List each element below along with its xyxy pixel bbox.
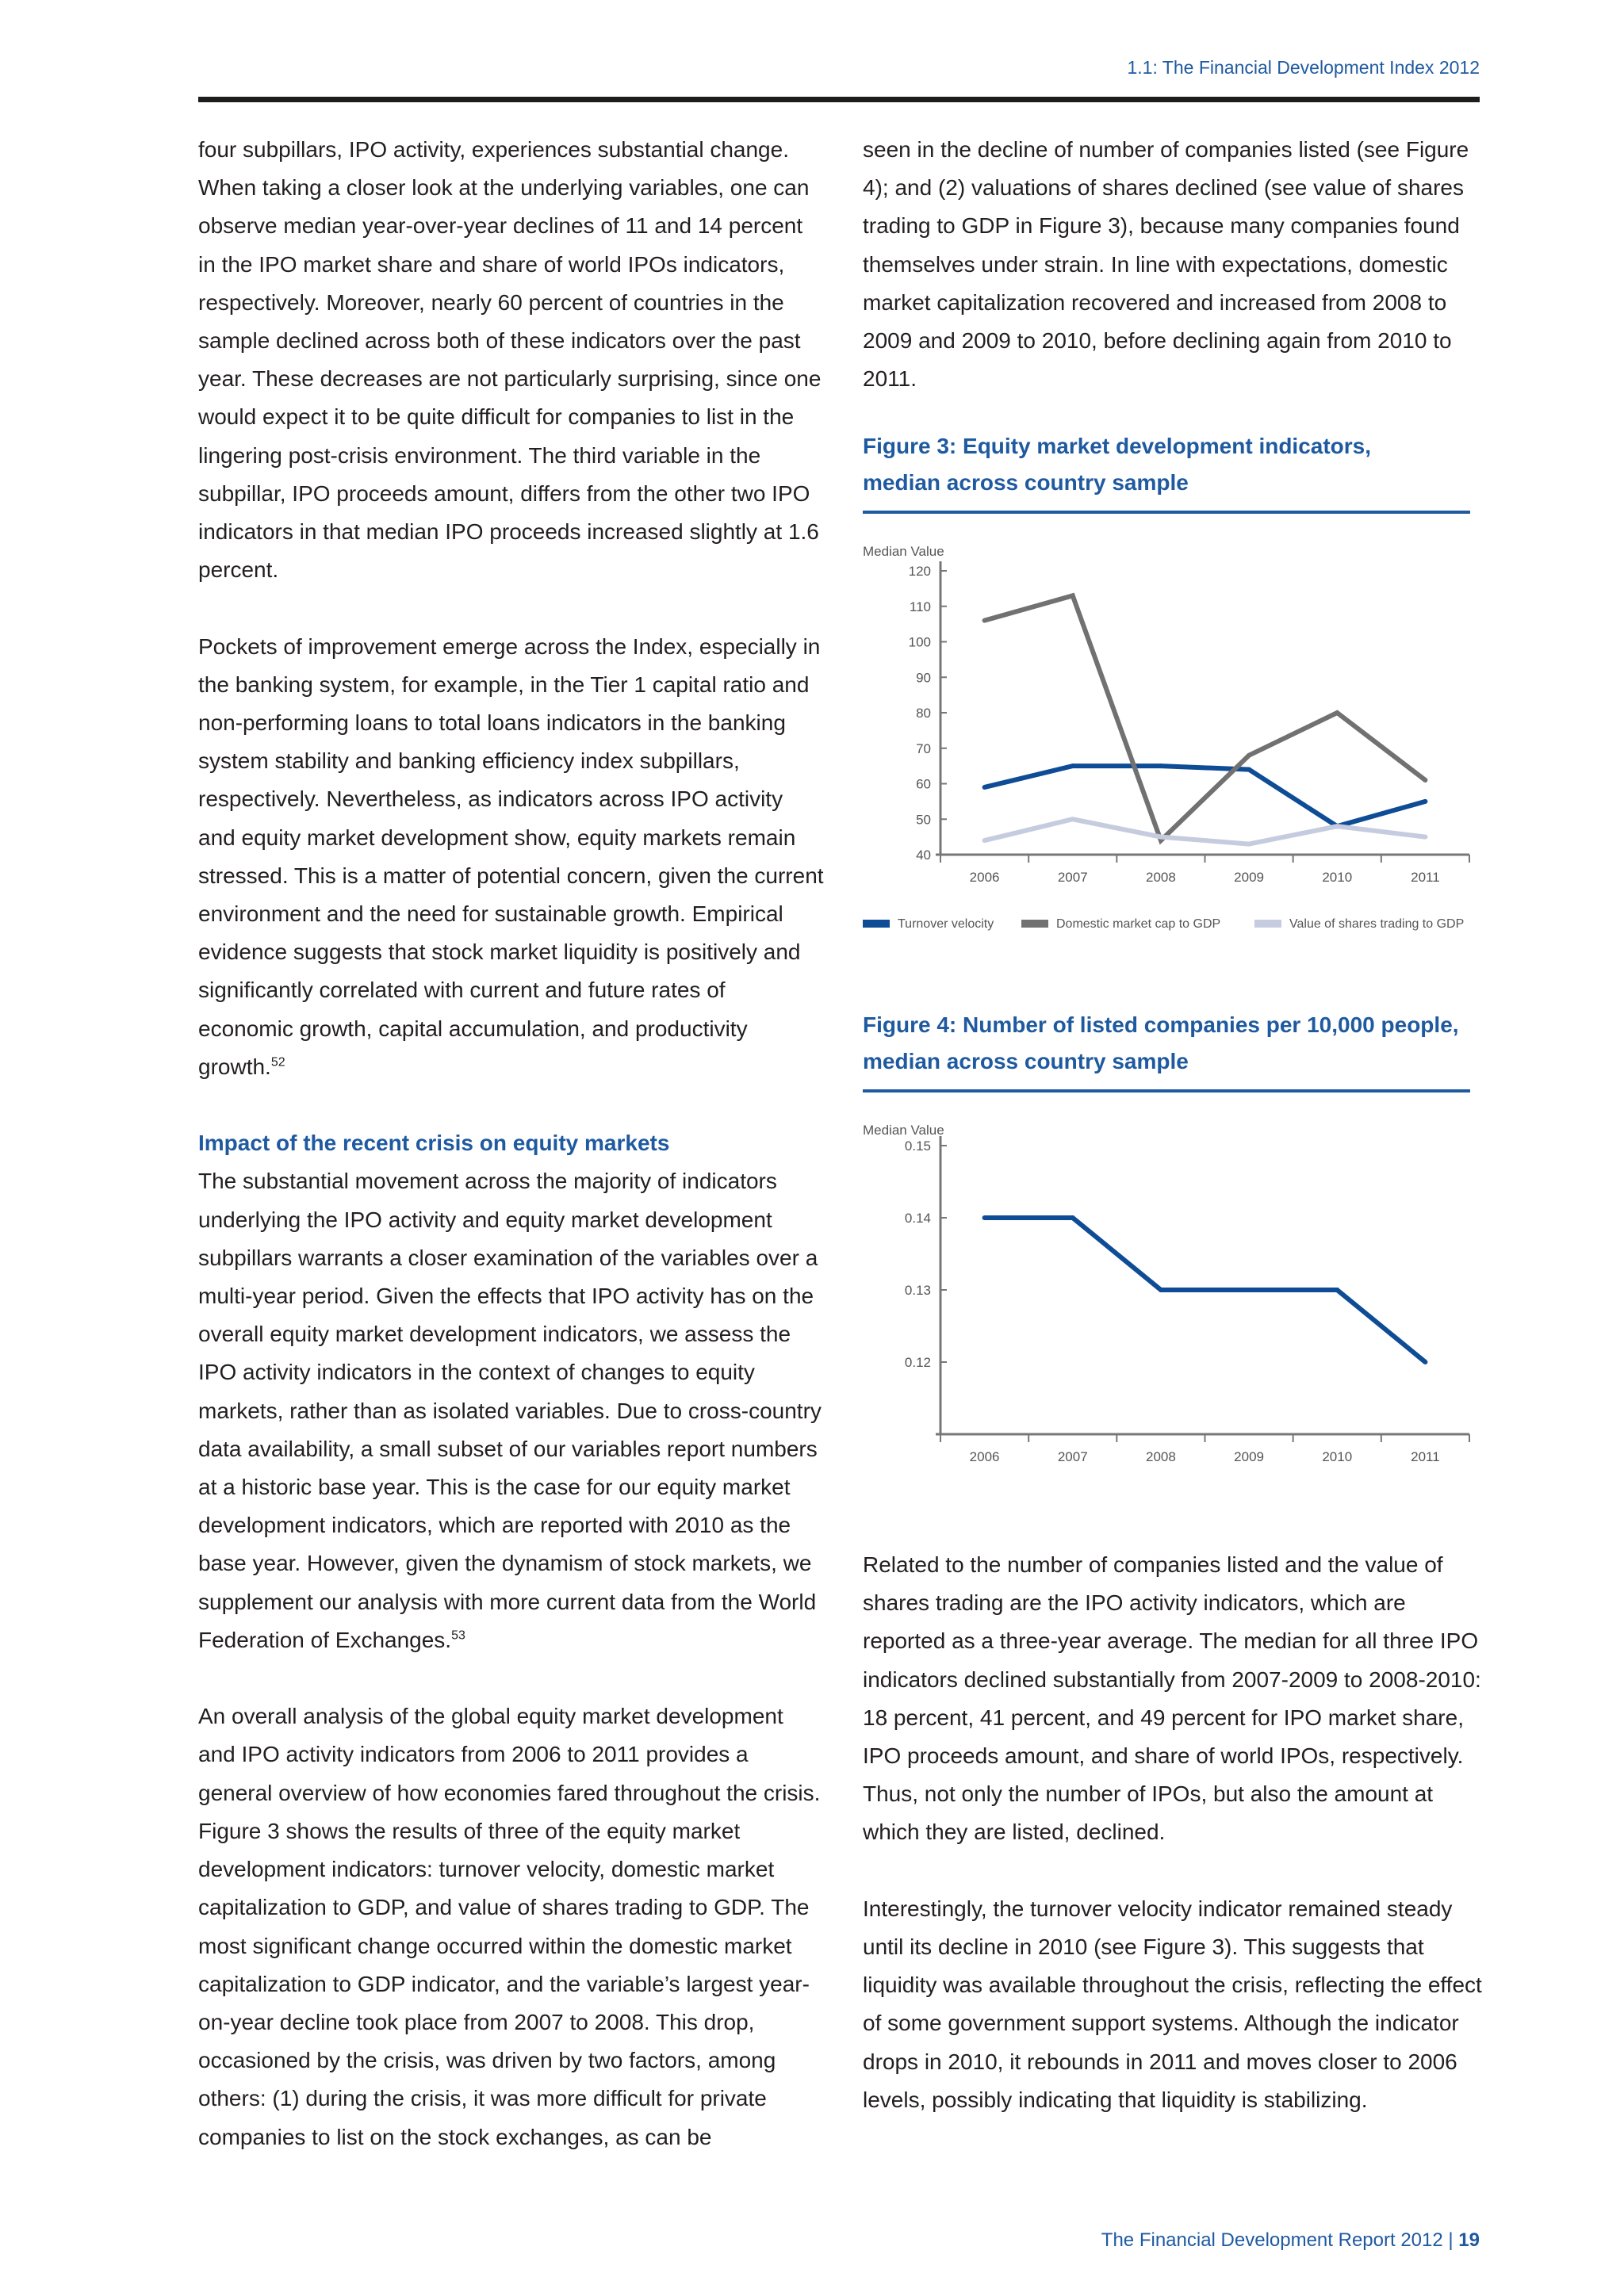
- data-point-value-of-shares-trading-to-gdp: [1159, 835, 1163, 840]
- legend-swatch-domestic-market-cap-to-gdp: [1021, 920, 1048, 928]
- legend-label-domestic-market-cap-to-gdp: Domestic market cap to GDP: [1056, 917, 1221, 931]
- figure4-title: [863, 1007, 1481, 1080]
- x-tick-label: 2009: [1234, 870, 1264, 885]
- y-tick-label: 80: [916, 706, 931, 721]
- series-line-value-of-shares-trading-to-gdp: [985, 819, 1426, 844]
- figure3-title-line1: Figure 3: Equity market development indicators,: [863, 434, 1372, 458]
- figure4-title-line2: median across country sample: [863, 1049, 1189, 1073]
- x-tick-label: 2010: [1322, 1449, 1353, 1464]
- data-point-domestic-market-cap-to-gdp: [1423, 778, 1427, 783]
- footnote-ref-52: 52: [270, 1055, 285, 1070]
- x-tick-label: 2007: [1057, 870, 1088, 885]
- data-point-number-of-listed-companies-per-10-000-people: [1335, 1288, 1339, 1292]
- data-point-number-of-listed-companies-per-10-000-people: [1423, 1360, 1427, 1364]
- x-tick-label: 2011: [1411, 1449, 1440, 1464]
- footnote-ref-53: 53: [451, 1628, 465, 1643]
- data-point-turnover-velocity: [1423, 799, 1427, 804]
- legend-label-value-of-shares-trading-to-gdp: Value of shares trading to GDP: [1289, 917, 1465, 931]
- y-tick-label: 60: [916, 776, 931, 792]
- footer-separator: |: [1448, 2229, 1454, 2251]
- data-point-turnover-velocity: [1159, 763, 1163, 768]
- data-point-turnover-velocity: [1071, 763, 1075, 768]
- data-point-domestic-market-cap-to-gdp: [982, 618, 987, 623]
- right-column-top: [863, 131, 1489, 437]
- left-paragraph-3: [198, 1162, 825, 1659]
- data-point-value-of-shares-trading-to-gdp: [982, 838, 987, 843]
- y-tick-label: 0.14: [904, 1211, 931, 1226]
- data-point-value-of-shares-trading-to-gdp: [1423, 835, 1427, 840]
- x-tick-label: 2011: [1411, 870, 1440, 885]
- data-point-number-of-listed-companies-per-10-000-people: [1159, 1288, 1163, 1292]
- right-paragraph-2: Related to the number of companies listed and the value of shares trading are the IPO activity indicators, which are reported as a three-year average. The median for all three IPO indicators declined substantially from 2007-2009 to 2008-2010: 18 percent, 41 percent, and 49 percent for IPO market share, IPO proceeds amount, and share of world IPOs, respectively. Thus, not only the number of IPOs, but also the amount at which they are listed, declined.: [863, 1552, 1481, 1845]
- page-number: 19: [1458, 2229, 1480, 2251]
- right-column-bottom: [863, 1546, 1489, 2157]
- legend-swatch-turnover-velocity: [863, 920, 890, 928]
- left-paragraph-4: An overall analysis of the global equity market development and IPO activity indicators from 2006 to 2011 provides a general overview of how economies fared throughout the crisis. Figure 3 shows the results of three of the equity market development indicators: turnover velocity, domestic market capitalization to GDP, and value of shares trading to GDP. The most significant change occurred within the domestic market capitalization to GDP indicator, and the variable’s largest year-on-year decline took place from 2007 to 2008. This drop, occasioned by the crisis, was driven by two factors, among others: (1) during the crisis, it was more difficult for private companies to list on the stock exchanges, as can be: [198, 1704, 821, 2149]
- right-paragraph-1: seen in the decline of number of companies listed (see Figure 4); and (2) valuations of shares declined (see value of shares trading to GDP in Figure 3), because many companies found themselves under strain. In line with expectations, domestic market capitalization recovered and increased from 2008 to 2009 and 2009 to 2010, before declining again from 2010 to 2011.: [863, 137, 1469, 392]
- section-subheading: Impact of the recent crisis on equity markets: [198, 1131, 670, 1156]
- y-tick-label: 0.13: [904, 1283, 931, 1298]
- series-line-domestic-market-cap-to-gdp: [985, 595, 1426, 840]
- left-column: [198, 131, 825, 2195]
- right-paragraph-3: Interestingly, the turnover velocity indicator remained steady until its decline in 2010 (see Figure 3). This suggests that liquidity was available throughout the crisis, reflecting the effect of some government support systems. Although the indicator drops in 2010, it rebounds in 2011 and moves closer to 2006 levels, possibly indicating that liquidity is stabilizing.: [863, 1896, 1482, 2112]
- x-tick-label: 2006: [969, 1449, 1000, 1464]
- chart3-y-axis-label: Median Value: [863, 544, 944, 559]
- footer-report-name: The Financial Development Report 2012: [1101, 2229, 1443, 2251]
- figure3-title: [863, 428, 1481, 501]
- figure4-rule: [863, 1089, 1470, 1093]
- running-header: 1.1: The Financial Development Index 2012: [1127, 57, 1480, 78]
- legend-swatch-value-of-shares-trading-to-gdp: [1254, 920, 1281, 928]
- left-paragraph-2-text: Pockets of improvement emerge across the Index, especially in the banking system, for example, in the Tier 1 capital ratio and non-performing loans to total loans indicators in the banking system stability and banking efficiency index subpillars, respectively. Nevertheless, as indicators across IPO activity and equity market development show, equity markets remain stressed. This is a matter of potential concern, given the current environment and the need for sustainable growth. Empirical evidence suggests that stock market liquidity is positively and significantly correlated with current and future rates of economic growth, capital accumulation, and productivity growth.: [198, 633, 824, 1079]
- data-point-domestic-market-cap-to-gdp: [1247, 753, 1251, 758]
- x-tick-label: 2009: [1234, 1449, 1264, 1464]
- data-point-value-of-shares-trading-to-gdp: [1071, 817, 1075, 821]
- series-line-number-of-listed-companies-per-10-000-people: [985, 1218, 1426, 1362]
- left-paragraph-3-text: The substantial movement across the majority of indicators underlying the IPO activity and equity market development subpillars warrants a closer examination of the variables over a multi-year period. Given the effects that IPO activity has on the overall equity market development indicators, we assess the IPO activity indicators in the context of changes to equity markets, rather than as isolated variables. Due to cross-country data availability, a small subset of our variables report numbers at a historic base year. This is the case for our equity market development indicators, which are reported with 2010 as the base year. However, given the dynamism of stock markets, we supplement our analysis with more current data from the World Federation of Exchanges.: [198, 1169, 822, 1652]
- x-tick-label: 2008: [1146, 870, 1176, 885]
- data-point-turnover-velocity: [982, 785, 987, 790]
- legend-label-turnover-velocity: Turnover velocity: [898, 917, 994, 931]
- y-tick-label: 120: [908, 564, 931, 579]
- y-tick-label: 70: [916, 740, 931, 756]
- x-tick-label: 2010: [1322, 870, 1353, 885]
- y-tick-label: 40: [916, 848, 931, 863]
- y-tick-label: 0.12: [904, 1355, 931, 1370]
- figure3-chart: [856, 535, 1491, 947]
- y-tick-label: 100: [908, 634, 931, 650]
- y-tick-label: 0.15: [904, 1138, 931, 1154]
- x-tick-label: 2006: [969, 870, 1000, 885]
- data-point-domestic-market-cap-to-gdp: [1071, 593, 1075, 598]
- x-tick-label: 2008: [1146, 1449, 1176, 1464]
- data-point-turnover-velocity: [1247, 767, 1251, 772]
- y-tick-label: 90: [916, 670, 931, 686]
- figure3-rule: [863, 511, 1470, 514]
- figure4-chart: [856, 1114, 1491, 1479]
- chart4-y-axis-label: Median Value: [863, 1123, 944, 1138]
- data-point-value-of-shares-trading-to-gdp: [1247, 842, 1251, 847]
- header-rule: [198, 97, 1480, 102]
- figure4-title-line1: Figure 4: Number of listed companies per 10,000 people,: [863, 1012, 1459, 1037]
- y-tick-label: 50: [916, 812, 931, 828]
- left-paragraph-1: four subpillars, IPO activity, experiences substantial change. When taking a closer look at the underlying variables, one can observe median year-over-year declines of 11 and 14 percent in the IPO market share and share of world IPOs indicators, respectively. Moreover, nearly 60 percent of countries in the sample declined across both of these indicators over the past year. These decreases are not particularly surprising, since one would expect it to be quite difficult for companies to list in the lingering post-crisis environment. The third variable in the subpillar, IPO proceeds amount, differs from the other two IPO indicators in that median IPO proceeds increased slightly at 1.6 percent.: [198, 137, 822, 583]
- data-point-number-of-listed-companies-per-10-000-people: [1247, 1288, 1251, 1292]
- figure3-title-line2: median across country sample: [863, 470, 1189, 495]
- y-tick-label: 110: [909, 599, 931, 614]
- left-paragraph-2: [198, 628, 825, 1086]
- x-tick-label: 2007: [1057, 1449, 1088, 1464]
- data-point-number-of-listed-companies-per-10-000-people: [982, 1215, 987, 1220]
- data-point-value-of-shares-trading-to-gdp: [1335, 824, 1339, 828]
- data-point-number-of-listed-companies-per-10-000-people: [1071, 1215, 1075, 1220]
- page-footer: [1101, 2229, 1480, 2252]
- data-point-domestic-market-cap-to-gdp: [1335, 710, 1339, 715]
